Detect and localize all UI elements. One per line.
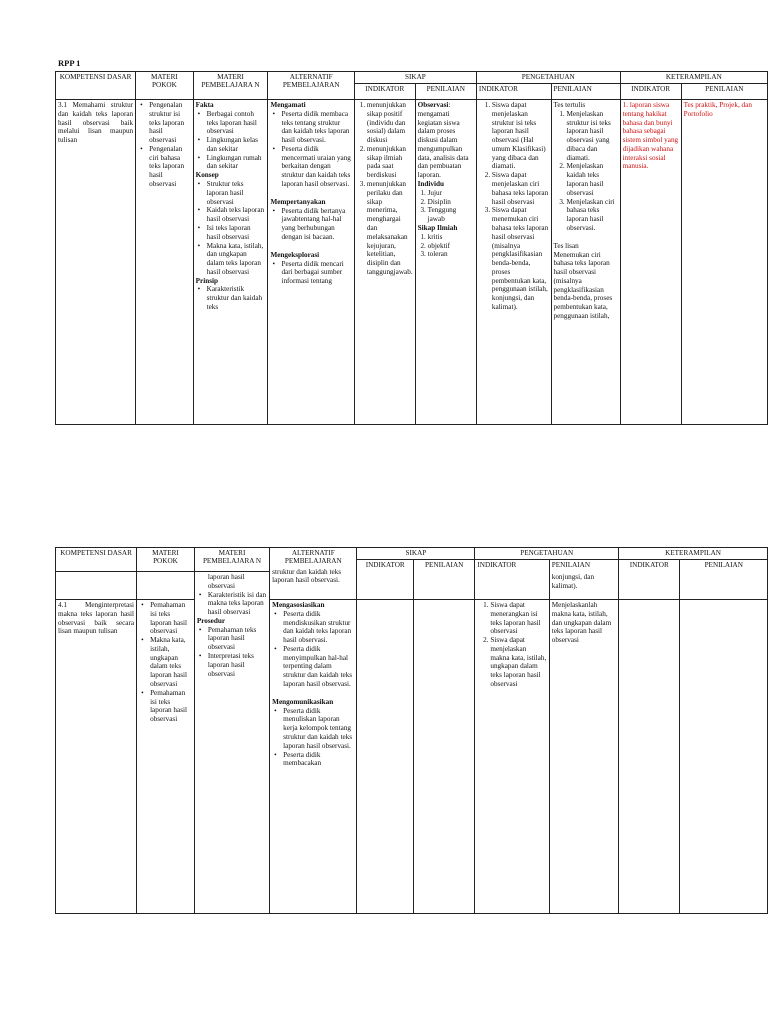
list-item: • Lingkungan kelas dan sekitar [207, 136, 266, 154]
header-materi-pokok: MATERI POKOK [136, 72, 193, 100]
header-penilaian: PENILAIAN [415, 84, 476, 100]
header-kompetensi-dasar: KOMPETENSI DASAR [56, 548, 137, 572]
header-penilaian: PENILAIAN [551, 84, 620, 100]
section-label: Fakta [195, 101, 214, 109]
tes-tertulis-label: Tes tertulis [553, 101, 586, 109]
list-item: 1. Menjelaskan struktur isi teks laporan hasil observasi yang dibaca dan diamati. [567, 110, 618, 163]
list-item: 3. Menjelaskan ciri bahasa teks laporan hasil observasi. [567, 198, 618, 233]
section-label: Mengamati [270, 101, 306, 109]
header-keterampilan: KETERAMPILAN [619, 548, 768, 560]
pengetahuan-indikator-cell [475, 600, 549, 914]
section-label: Mengomunikasikan [272, 697, 334, 706]
list-item: • Isi teks laporan hasil observasi [207, 224, 266, 242]
peng-penilaian-text: Menjelaskanlah makna kata, istilah, dan ungkapan dalam teks laporan hasil observasi [551, 601, 612, 645]
header-pengetahuan: PENGETAHUAN [475, 548, 619, 560]
materi-pokok-cell [136, 100, 193, 425]
list-item: • Peserta didik menuliskan laporan kerja kelompok tentang struktur dan kaidah teks laporan hasil observasi. [283, 707, 354, 751]
header-alternatif-pembelajaran: ALTERNATIF PEMBELAJARAN [268, 72, 354, 100]
list-item: 2. Siswa dapat menjelaskan ciri bahasa teks laporan hasil observasi [492, 171, 549, 206]
list-item: 1. Siswa dapat menerangkan isi teks laporan hasil observasi [490, 601, 546, 636]
list-item: • Karakteristik struktur dan kaidah teks [207, 285, 266, 311]
section-label: Observasi [417, 101, 449, 109]
pengetahuan-penilaian-header-cell [549, 560, 618, 600]
list-item: • Makna kata, istilah, dan ungkapan dalam teks laporan hasil observasi [207, 242, 266, 277]
list-item: 2. objektif [428, 242, 474, 251]
sikap-penilaian-cell [413, 600, 474, 914]
header-sikap: SIKAP [354, 72, 476, 84]
list-item: 3. Tenggung jawab [428, 206, 474, 224]
list-item: 2. menunjukkan sikap ilmiah pada saat berdiskusi [367, 145, 413, 180]
list-item: 3. menunjukkan perilaku dan sikap menerima, menghargai dan melaksanakan kejujuran, ketelitian, disiplin dan tanggungjawab. [367, 180, 413, 277]
pengetahuan-indikator-cell [476, 100, 551, 425]
rpp-table-1 [55, 71, 768, 425]
list-item: • Lingkungan rumah dan sekitar [207, 154, 266, 172]
section-label: Mempertanyakan [270, 197, 326, 206]
keterampilan-indikator-cell [620, 100, 681, 425]
tes-lisan-label: Tes lisan [553, 241, 579, 250]
header-penilaian: PENILAIAN [680, 560, 768, 600]
header-indikator: INDIKATOR [620, 84, 681, 100]
header-alternatif-pembelajaran: ALTERNATIF PEMBELAJARAN [284, 549, 342, 566]
observasi-text [418, 101, 474, 180]
header-keterampilan: KETERAMPILAN [620, 72, 767, 84]
pengetahuan-penilaian-cell [551, 100, 620, 425]
ket-indikator-text: 1. laporan siswa tentang hakikat bahasa dan bunyi bahasa sebagai sistem simbol yang dijadikan wahana interaksi sosial manusia. [622, 101, 679, 171]
section-label: Sikap Ilmiah [417, 223, 458, 232]
header-indikator: INDIKATOR [476, 84, 551, 100]
section-label: Mengeksplorasi [270, 250, 320, 259]
list-item: • Pengenalan struktur isi teks laporan hasil observasi [149, 101, 190, 145]
header-indikator: INDIKATOR [354, 84, 415, 100]
materi-pokok-cell [137, 600, 195, 914]
list-item: 2. Disiplin [428, 198, 474, 207]
section-label: Mengasosiasikan [272, 601, 325, 609]
list-item: • Peserta didik mendiskusikan struktur dan kaidah teks laporan hasil observasi. [283, 610, 354, 645]
kd-cell [56, 100, 136, 425]
header-penilaian: PENILAIAN [551, 561, 591, 569]
alternatif-pembelajaran-cell [270, 548, 357, 600]
list-item: 3. toleran [428, 250, 474, 259]
header-indikator: INDIKATOR [357, 560, 414, 600]
alternatif-pembelajaran-cell [268, 100, 354, 425]
header-indikator: INDIKATOR [475, 560, 549, 600]
tes-lisan-text: Menemukan ciri bahasa teks laporan hasil observasi (misalnya pengklasifikasian benda-benda, proses pembentukan kata, penggunaan istilah, [553, 250, 613, 320]
alt-cont-text: struktur dan kaidah teks laporan hasil observasi. [272, 567, 342, 584]
header-kompetensi-dasar: KOMPETENSI DASAR [56, 72, 136, 100]
list-item: • Peserta didik bertanya jawabtentang hal-hal yang berhubungan dengan isi bacaan. [281, 207, 351, 242]
sikap-indikator-cell [354, 100, 415, 425]
section-label: Individu [417, 180, 444, 189]
list-item: • Pemahaman teks laporan hasil observasi [208, 626, 267, 652]
kd-text: 3.1 Memahami struktur dan kaidah teks laporan hasil observasi baik melalui lisan maupun tulisan [58, 101, 134, 145]
alternatif-pembelajaran-cell [270, 600, 357, 914]
sikap-indikator-cell [357, 600, 414, 914]
list-item: 1. kritis [428, 233, 474, 242]
empty-cell [56, 572, 137, 600]
list-item: • Struktur teks laporan hasil observasi [207, 180, 266, 206]
list-item: • Peserta didik membacakan [283, 751, 354, 769]
kd-text: 4.1 Menginterpretasi makna teks laporan hasil observasi baik secara lisan maupun tulisan [58, 601, 135, 636]
list-item: • Peserta didik menyimpulkan hal-hal terpenting dalam struktur dan kaidah teks laporan hasil observasi. [283, 645, 354, 689]
list-item: • Pemahaman isi teks laporan hasil observasi [150, 601, 192, 636]
keterampilan-indikator-cell [619, 600, 680, 914]
list-item: 1. Jujur [428, 189, 474, 198]
header-materi-pokok: MATERI POKOK [137, 548, 195, 572]
list-item: 3. Siswa dapat menemukan ciri bahasa teks laporan hasil observasi (misalnya pengklasifikasian benda-benda, proses pembentukan kata, penggunaan istilah, konjungsi, dan kalimat). [492, 206, 549, 311]
ket-penilaian-text: Tes praktik, Projek, dan Portofolio [683, 101, 752, 118]
kd-cell [56, 600, 137, 914]
list-item: • Kaidah teks laporan hasil observasi [207, 206, 266, 224]
header-materi-pembelajaran: MATERI PEMBELAJARA N [194, 548, 269, 572]
list-item: 2. Menjelaskan kaidah teks laporan hasil observasi [567, 162, 618, 197]
list-item: • Berbagai contoh teks laporan hasil observasi [207, 110, 266, 136]
list-item: • Pengenalan ciri bahasa teks laporan hasil observasi [149, 145, 190, 189]
list-item: 1. menunjukkan sikap positif (individu dan sosial) dalam diskusi [367, 101, 413, 145]
document-title: RPP 1 [58, 58, 81, 68]
section-label: Konsep [195, 171, 219, 180]
materi-cont-text: laporan hasil observasi [207, 573, 245, 590]
list-item: • Karakteristik isi dan makna teks laporan hasil observasi [208, 591, 267, 617]
rpp-table-2 [55, 547, 768, 914]
header-penilaian: PENILAIAN [681, 84, 767, 100]
header-pengetahuan: PENGETAHUAN [476, 72, 620, 84]
list-item: • Peserta didik mencari dari berbagai sumber informasi tentang [281, 260, 351, 286]
materi-pembelajaran-cell [193, 100, 268, 425]
header-indikator: INDIKATOR [619, 560, 680, 600]
list-item: • Pemahaman isi teks laporan hasil observasi [150, 689, 192, 724]
section-label: Prinsip [195, 276, 218, 285]
header-penilaian: PENILAIAN [413, 560, 474, 600]
list-item: 2. Siswa dapat menjelaskan makna kata, istilah, ungkapan dalam teks laporan hasil observasi [490, 636, 546, 689]
materi-pembelajaran-cell [194, 572, 269, 914]
peng-penilaian-cont: konjungsi, dan kalimat). [551, 573, 595, 590]
list-item: • Peserta didik membaca teks tentang struktur dan kaidah teks laporan hasil observasi. [281, 110, 351, 145]
header-materi-pembelajaran: MATERI PEMBELAJARA N [193, 72, 268, 100]
keterampilan-penilaian-cell [680, 600, 768, 914]
header-sikap: SIKAP [357, 548, 475, 560]
empty-cell [137, 572, 195, 600]
sikap-penilaian-cell [415, 100, 476, 425]
keterampilan-penilaian-cell [681, 100, 767, 425]
observasi-desc: : mengamati kegiatan siswa dalam proses diskusi dalam mengumpulkan data, analisis data dan pembuatan laporan. [417, 101, 469, 180]
pengetahuan-penilaian-cell [549, 600, 618, 914]
list-item: • Interpretasi teks laporan hasil observasi [208, 652, 267, 678]
section-label: Prosedur [196, 616, 226, 625]
list-item: 1. Siswa dapat menjelaskan struktur isi teks laporan hasil observasi (Hal umum Klasifikasi) yang dibaca dan diamati. [492, 101, 549, 171]
list-item: • Peserta didik mencermati uraian yang berkaitan dengan struktur dan kaidah teks laporan hasil observasi. [281, 145, 351, 189]
list-item: • Makna kata, istilah, ungkapan dalam teks laporan hasil observasi [150, 636, 192, 689]
